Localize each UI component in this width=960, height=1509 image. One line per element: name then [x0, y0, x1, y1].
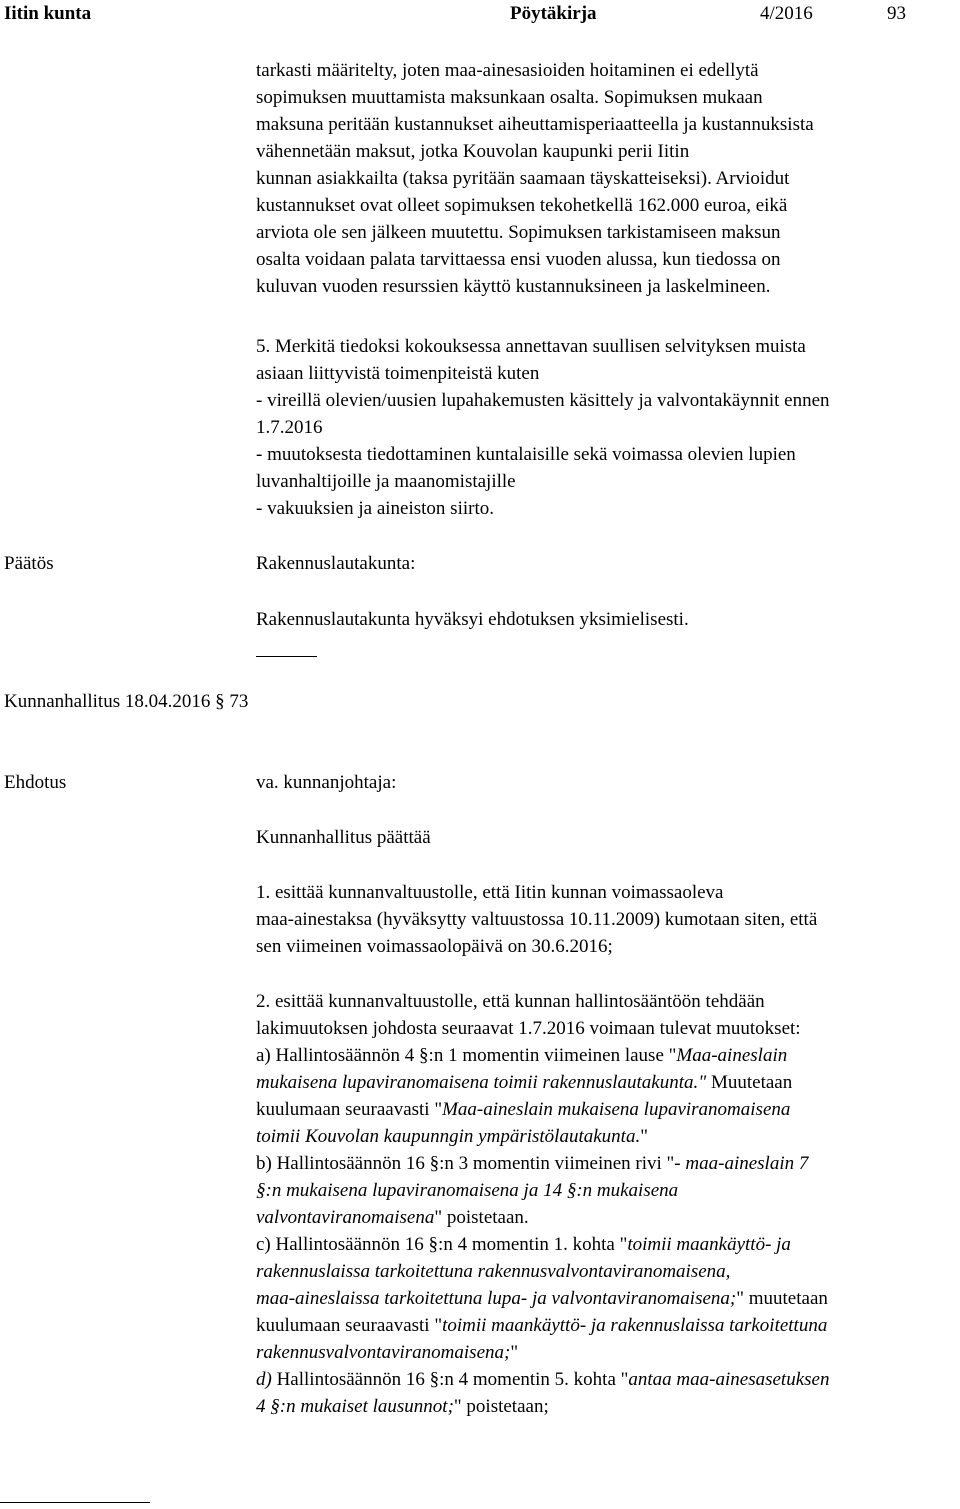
text-line: kunnan asiakkailta (taksa pyritään saamaan täyskatteiseksi). Arvioidut — [256, 168, 790, 189]
text-line: 1.7.2016 — [256, 417, 323, 438]
text-line: maksuna peritään kustannukset aiheuttamisperiaatteella ja kustannuksista — [256, 114, 814, 135]
amendment-b-line: valvontaviranomaisena" poistetaan. — [256, 1207, 529, 1228]
council-reference: Kunnanhallitus 18.04.2016 § 73 — [4, 691, 249, 712]
text-line: 1. esittää kunnanvaltuustolle, että Iitin kunnan voimassaoleva — [256, 882, 724, 903]
text-line: 2. esittää kunnanvaltuustolle, että kunnan hallintosääntöön tehdään — [256, 991, 765, 1012]
proposal-label: Ehdotus — [4, 772, 67, 793]
amendment-a-line: kuulumaan seuraavasti "Maa-aineslain mukaisena lupaviranomaisena — [256, 1099, 791, 1120]
intro-paragraph — [256, 57, 956, 300]
amendment-c-line: c) Hallintosäännön 16 §:n 4 momentin 1. kohta "toimii maankäyttö- ja — [256, 1234, 791, 1255]
amendment-a-line: toimii Kouvolan kaupunngin ympäristölautakunta." — [256, 1126, 648, 1147]
text-line: asiaan liittyvistä toimenpiteistä kuten — [256, 363, 540, 384]
item-5-paragraph — [256, 333, 956, 522]
text-line: - vireillä olevien/uusien lupahakemusten käsittely ja valvontakäynnit ennen — [256, 390, 830, 411]
point-2 — [256, 988, 956, 1420]
amendment-c-line: rakennuslaissa tarkoitettuna rakennusvalvontaviranomaisena, — [256, 1261, 731, 1282]
amendment-c-line: kuulumaan seuraavasti "toimii maankäyttö- ja rakennuslaissa tarkoitettuna — [256, 1315, 828, 1336]
amendment-b-line: b) Hallintosäännön 16 §:n 3 momentin viimeinen rivi "- maa-aineslain 7 — [256, 1153, 809, 1174]
text-line: luvanhaltijoille ja maanomistajille — [256, 471, 516, 492]
issue-number: 4/2016 — [760, 3, 813, 24]
text-line: kuluvan vuoden resurssien käyttö kustannuksineen ja laskelmineen. — [256, 276, 771, 297]
text-line: tarkasti määritelty, joten maa-ainesasioiden hoitaminen ei edellytä — [256, 60, 759, 81]
point-1 — [256, 879, 956, 960]
decision-text: Rakennuslautakunta hyväksyi ehdotuksen yksimielisesti. — [256, 609, 689, 630]
text-line: vähennetään maksut, jotka Kouvolan kaupunki perii Iitin — [256, 141, 690, 162]
amendment-b-line: §:n mukaisena lupaviranomaisena ja 14 §:n mukaisena — [256, 1180, 679, 1201]
text-line: - muutoksesta tiedottaminen kuntalaisille sekä voimassa olevien lupien — [256, 444, 796, 465]
amendment-d-line: 4 §:n mukaiset lausunnot;" poistetaan; — [256, 1396, 549, 1417]
text-line: arviota ole sen jälkeen muutettu. Sopimuksen tarkistamiseen maksun — [256, 222, 781, 243]
municipality-name: Iitin kunta — [4, 3, 92, 24]
footer-rule — [0, 1502, 150, 1503]
amendment-a-line: mukaisena lupaviranomaisena toimii rakennuslautakunta." Muutetaan — [256, 1072, 793, 1093]
page-number: 93 — [887, 3, 906, 24]
text-line: lakimuutoksen johdosta seuraavat 1.7.2016 voimaan tulevat muutokset: — [256, 1018, 801, 1039]
text-line: osalta voidaan palata tarvittaessa ensi vuoden alussa, kun tiedossa on — [256, 249, 781, 270]
text-line: sopimuksen muuttamista maksunkaan osalta. Sopimuksen mukaan — [256, 87, 763, 108]
section-divider — [256, 656, 317, 657]
text-line: maa-ainestaksa (hyväksytty valtuustossa 10.11.2009) kumotaan siten, että — [256, 909, 818, 930]
amendment-c-line: rakennusvalvontaviranomaisena;" — [256, 1342, 519, 1363]
proposal-intro: Kunnanhallitus päättää — [256, 827, 431, 848]
text-line: 5. Merkitä tiedoksi kokouksessa annettavan suullisen selvityksen muista — [256, 336, 806, 357]
amendment-c-line: maa-aineslaissa tarkoitettuna lupa- ja valvontaviranomaisena;" muutetaan — [256, 1288, 828, 1309]
proposer: va. kunnanjohtaja: — [256, 772, 397, 793]
amendment-d-line: d) Hallintosäännön 16 §:n 4 momentin 5. kohta "antaa maa-ainesasetuksen — [256, 1369, 830, 1390]
amendment-a-line: a) Hallintosäännön 4 §:n 1 momentin viimeinen lause "Maa-aineslain — [256, 1045, 788, 1066]
decision-label: Päätös — [4, 553, 54, 574]
decision-board: Rakennuslautakunta: — [256, 553, 416, 574]
document-type: Pöytäkirja — [510, 3, 597, 24]
text-line: - vakuuksien ja aineiston siirto. — [256, 498, 494, 519]
text-line: kustannukset ovat olleet sopimuksen tekohetkellä 162.000 euroa, eikä — [256, 195, 788, 216]
text-line: sen viimeinen voimassaolopäivä on 30.6.2016; — [256, 936, 613, 957]
page-header — [0, 0, 960, 30]
